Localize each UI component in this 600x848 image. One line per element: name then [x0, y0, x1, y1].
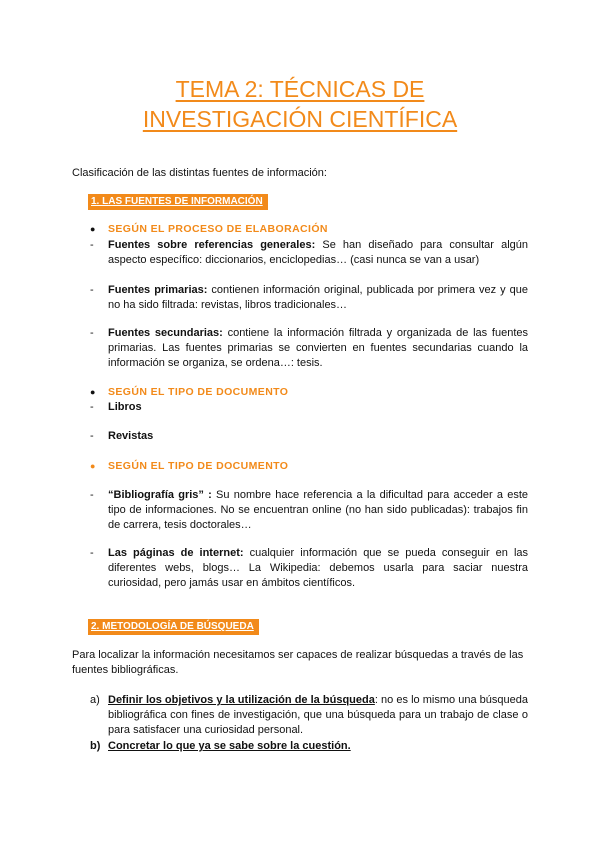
step-item: [90, 693, 528, 738]
page-title: [0, 74, 600, 134]
item-term: Fuentes sobre referencias generales:: [108, 239, 316, 251]
list-item: [90, 283, 528, 313]
dash-marker: -: [90, 239, 94, 251]
section-2-intro: Para localizar la información necesitamos ser capaces de realizar búsquedas a través de las fuentes bibliográficas.: [72, 649, 524, 676]
step-marker: a): [90, 694, 100, 706]
item-term: Fuentes secundarias:: [108, 327, 223, 339]
list-item: [90, 429, 528, 444]
step-marker: b): [90, 740, 101, 752]
item-text: contiene la información filtrada y organizada de las fuentes primarias. Las fuentes primarias se convierten en fuentes secundarias cuando la información se organiza, se ordena…: tesis.: [108, 327, 529, 369]
dash-marker: -: [90, 327, 94, 339]
item-text: Su nombre hace referencia a la dificultad para acceder a este tipo de informaciones. No se encuentran online (no han sido publicadas): trabajos fin de carrera, tesis doctorales…: [108, 489, 528, 531]
step-term: Definir los objetivos y la utilización de la búsqueda: [108, 694, 375, 706]
dash-marker: -: [90, 284, 94, 296]
item-text: cualquier información que se pueda conseguir en las diferentes webs, blogs… La Wikipedia: debemos usarla para saciar nuestra curiosidad, pero jamás usar en ámbitos científicos.: [108, 547, 529, 589]
list-item: [90, 326, 528, 371]
item-term: Revistas: [108, 430, 154, 442]
title-line-2: INVESTIGACIÓN CIENTÍFICA: [142, 106, 458, 132]
bullet-icon: ●: [90, 224, 96, 234]
dash-marker: -: [90, 401, 94, 413]
section-2-heading: 2. METODOLOGÍA DE BÚSQUEDA: [88, 619, 259, 635]
subheading-label: SEGÚN EL TIPO DE DOCUMENTO: [108, 460, 289, 472]
step-item: [90, 739, 528, 754]
title-line-1: TEMA 2: TÉCNICAS DE: [175, 76, 425, 102]
item-term: Libros: [108, 401, 142, 413]
subheading-tipo-documento-2: [90, 459, 288, 473]
step-term: Concretar lo que ya se sabe sobre la cuestión.: [108, 740, 351, 752]
subheading-label: SEGÚN EL PROCESO DE ELABORACIÓN: [108, 223, 328, 235]
item-term: “Bibliografía gris” :: [108, 489, 212, 501]
section-1-heading: 1. LAS FUENTES DE INFORMACIÓN: [88, 194, 268, 210]
dash-marker: -: [90, 489, 94, 501]
subheading-label: SEGÚN EL TIPO DE DOCUMENTO: [108, 386, 289, 398]
list-item: [90, 238, 528, 268]
subheading-tipo-documento: [90, 385, 288, 399]
item-text: contienen información original, publicada por primera vez y que no ha sido filtrada: revistas, libros tradicionales…: [108, 284, 529, 311]
item-term: Las páginas de internet:: [108, 547, 244, 559]
step-text: : no es lo mismo una búsqueda bibliográfica con fines de investigación, que una búsqueda para un trabajo de clase o para satisfacer una curiosidad personal.: [108, 694, 528, 736]
intro-paragraph: Clasificación de las distintas fuentes de información:: [72, 167, 327, 179]
item-term: Fuentes primarias:: [108, 284, 208, 296]
bullet-icon: ●: [90, 387, 96, 397]
list-item: [90, 546, 528, 591]
list-item: [90, 400, 528, 415]
dash-marker: -: [90, 430, 94, 442]
subheading-proceso: [90, 222, 328, 236]
dash-marker: -: [90, 547, 94, 559]
list-item: [90, 488, 528, 533]
item-text: Se han diseñado para consultar algún aspecto específico: diccionarios, enciclopedias… (casi nunca se van a usar): [108, 239, 528, 266]
bullet-icon: ●: [90, 461, 96, 471]
